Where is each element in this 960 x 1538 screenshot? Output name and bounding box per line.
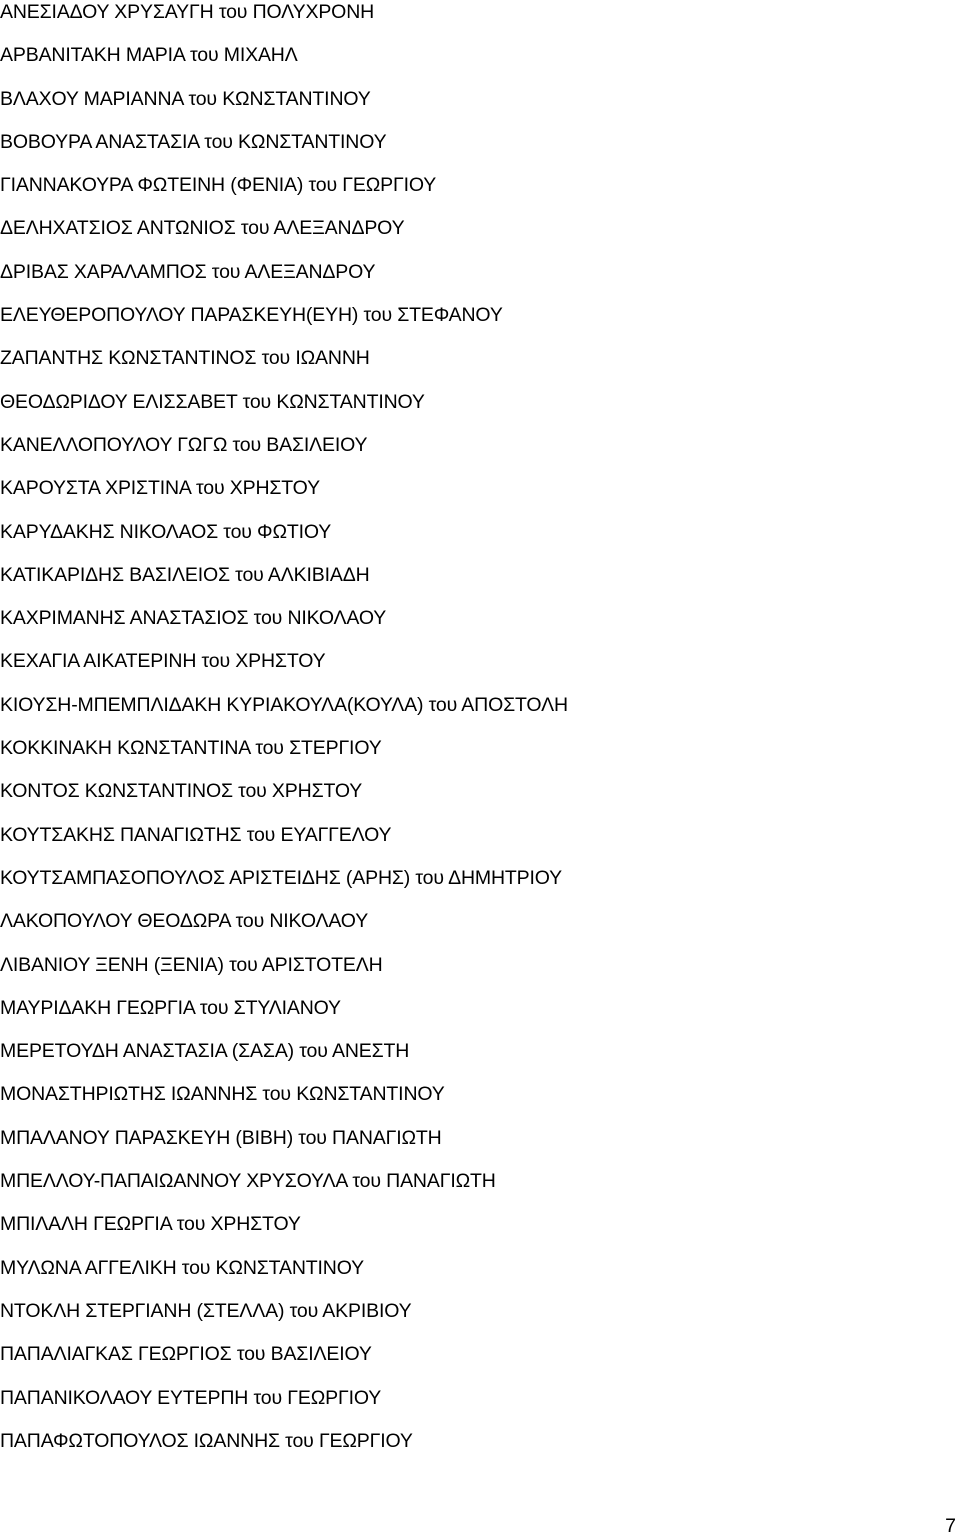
name-entry: ΑΡΒΑΝΙΤΑΚΗ ΜΑΡΙΑ του ΜΙΧΑΗΛ — [0, 44, 298, 67]
name-entry: ΔΡΙΒΑΣ ΧΑΡΑΛΑΜΠΟΣ του ΑΛΕΞΑΝΔΡΟΥ — [0, 260, 376, 283]
name-entry: ΚΟΥΤΣΑΜΠΑΣΟΠΟΥΛΟΣ ΑΡΙΣΤΕΙΔΗΣ (ΑΡΗΣ) του ΔΗΜΗΤΡΙΟΥ — [0, 866, 563, 889]
name-entry: ΚΟΝΤΟΣ ΚΩΝΣΤΑΝΤΙΝΟΣ του ΧΡΗΣΤΟΥ — [0, 780, 363, 803]
name-entry: ΛΙΒΑΝΙΟΥ ΞΕΝΗ (ΞΕΝΙΑ) του ΑΡΙΣΤΟΤΕΛΗ — [0, 953, 383, 976]
name-entry: ΒΟΒΟΥΡΑ ΑΝΑΣΤΑΣΙΑ του ΚΩΝΣΤΑΝΤΙΝΟΥ — [0, 130, 387, 153]
name-entry: ΒΛΑΧΟΥ ΜΑΡΙΑΝΝΑ του ΚΩΝΣΤΑΝΤΙΝΟΥ — [0, 87, 371, 110]
page-number: 7 — [945, 1515, 956, 1537]
name-entry: ΠΑΠΑΛΙΑΓΚΑΣ ΓΕΩΡΓΙΟΣ του ΒΑΣΙΛΕΙΟΥ — [0, 1343, 372, 1366]
name-entry: ΖΑΠΑΝΤΗΣ ΚΩΝΣΤΑΝΤΙΝΟΣ του ΙΩΑΝΝΗ — [0, 347, 370, 370]
name-entry: ΚΑΝΕΛΛΟΠΟΥΛΟΥ ΓΩΓΩ του ΒΑΣΙΛΕΙΟΥ — [0, 433, 368, 456]
name-entry: ΠΑΠΑΝΙΚΟΛΑΟΥ ΕΥΤΕΡΠΗ του ΓΕΩΡΓΙΟΥ — [0, 1386, 382, 1409]
name-entry: ΚΕΧΑΓΙΑ ΑΙΚΑΤΕΡΙΝΗ του ΧΡΗΣΤΟΥ — [0, 650, 326, 673]
name-entry: ΔΕΛΗΧΑΤΣΙΟΣ ΑΝΤΩΝΙΟΣ του ΑΛΕΞΑΝΔΡΟΥ — [0, 217, 405, 240]
name-entry: ΜΠΙΛΑΛΗ ΓΕΩΡΓΙΑ του ΧΡΗΣΤΟΥ — [0, 1213, 301, 1236]
name-entry: ΑΝΕΣΙΑΔΟΥ ΧΡΥΣΑΥΓΗ του ΠΟΛΥΧΡΟΝΗ — [0, 1, 375, 23]
name-entry: ΝΤΟΚΛΗ ΣΤΕΡΓΙΑΝΗ (ΣΤΕΛΛΑ) του ΑΚΡΙΒΙΟΥ — [0, 1299, 412, 1322]
name-entry: ΘΕΟΔΩΡΙΔΟΥ ΕΛΙΣΣΑΒΕΤ του ΚΩΝΣΤΑΝΤΙΝΟΥ — [0, 390, 425, 413]
name-entry: ΜΠΕΛΛΟΥ-ΠΑΠΑΙΩΑΝΝΟΥ ΧΡΥΣΟΥΛΑ του ΠΑΝΑΓΙΩΤΗ — [0, 1170, 496, 1193]
name-entry: ΚΟΚΚΙΝΑΚΗ ΚΩΝΣΤΑΝΤΙΝΑ του ΣΤΕΡΓΙΟΥ — [0, 737, 382, 760]
name-entry: ΚΟΥΤΣΑΚΗΣ ΠΑΝΑΓΙΩΤΗΣ του ΕΥΑΓΓΕΛΟΥ — [0, 823, 392, 846]
name-entry: ΜΑΥΡΙΔΑΚΗ ΓΕΩΡΓΙΑ του ΣΤΥΛΙΑΝΟΥ — [0, 996, 341, 1019]
name-entry: ΛΑΚΟΠΟΥΛΟΥ ΘΕΟΔΩΡΑ του ΝΙΚΟΛΑΟΥ — [0, 910, 369, 933]
name-entry: ΚΑΡΟΥΣΤΑ ΧΡΙΣΤΙΝΑ του ΧΡΗΣΤΟΥ — [0, 477, 320, 500]
name-entry: ΓΙΑΝΝΑΚΟΥΡΑ ΦΩΤΕΙΝΗ (ΦΕΝΙΑ) του ΓΕΩΡΓΙΟΥ — [0, 174, 437, 197]
name-entry: ΕΛΕΥΘΕΡΟΠΟΥΛΟΥ ΠΑΡΑΣΚΕΥΗ(ΕΥΗ) του ΣΤΕΦΑΝΟΥ — [0, 304, 503, 327]
name-entry: ΜΥΛΩΝΑ ΑΓΓΕΛΙΚΗ του ΚΩΝΣΤΑΝΤΙΝΟΥ — [0, 1256, 364, 1279]
name-entry: ΠΑΠΑΦΩΤΟΠΟΥΛΟΣ ΙΩΑΝΝΗΣ του ΓΕΩΡΓΙΟΥ — [0, 1429, 413, 1452]
name-entry: ΜΠΑΛΑΝΟΥ ΠΑΡΑΣΚΕΥΗ (ΒΙΒΗ) του ΠΑΝΑΓΙΩΤΗ — [0, 1126, 442, 1149]
name-entry: ΚΙΟΥΣΗ-ΜΠΕΜΠΛΙΔΑΚΗ ΚΥΡΙΑΚΟΥΛΑ(ΚΟΥΛΑ) του ΑΠΟΣΤΟΛΗ — [0, 693, 568, 716]
name-entry: ΚΑΡΥΔΑΚΗΣ ΝΙΚΟΛΑΟΣ του ΦΩΤΙΟΥ — [0, 520, 332, 543]
name-entry: ΜΟΝΑΣΤΗΡΙΩΤΗΣ ΙΩΑΝΝΗΣ του ΚΩΝΣΤΑΝΤΙΝΟΥ — [0, 1083, 445, 1106]
name-entry: ΜΕΡΕΤΟΥΔΗ ΑΝΑΣΤΑΣΙΑ (ΣΑΣΑ) του ΑΝΕΣΤΗ — [0, 1040, 410, 1063]
name-entry: ΚΑΤΙΚΑΡΙΔΗΣ ΒΑΣΙΛΕΙΟΣ του ΑΛΚΙΒΙΑΔΗ — [0, 563, 370, 586]
name-entry: ΚΑΧΡΙΜΑΝΗΣ ΑΝΑΣΤΑΣΙΟΣ του ΝΙΚΟΛΑΟΥ — [0, 607, 387, 630]
